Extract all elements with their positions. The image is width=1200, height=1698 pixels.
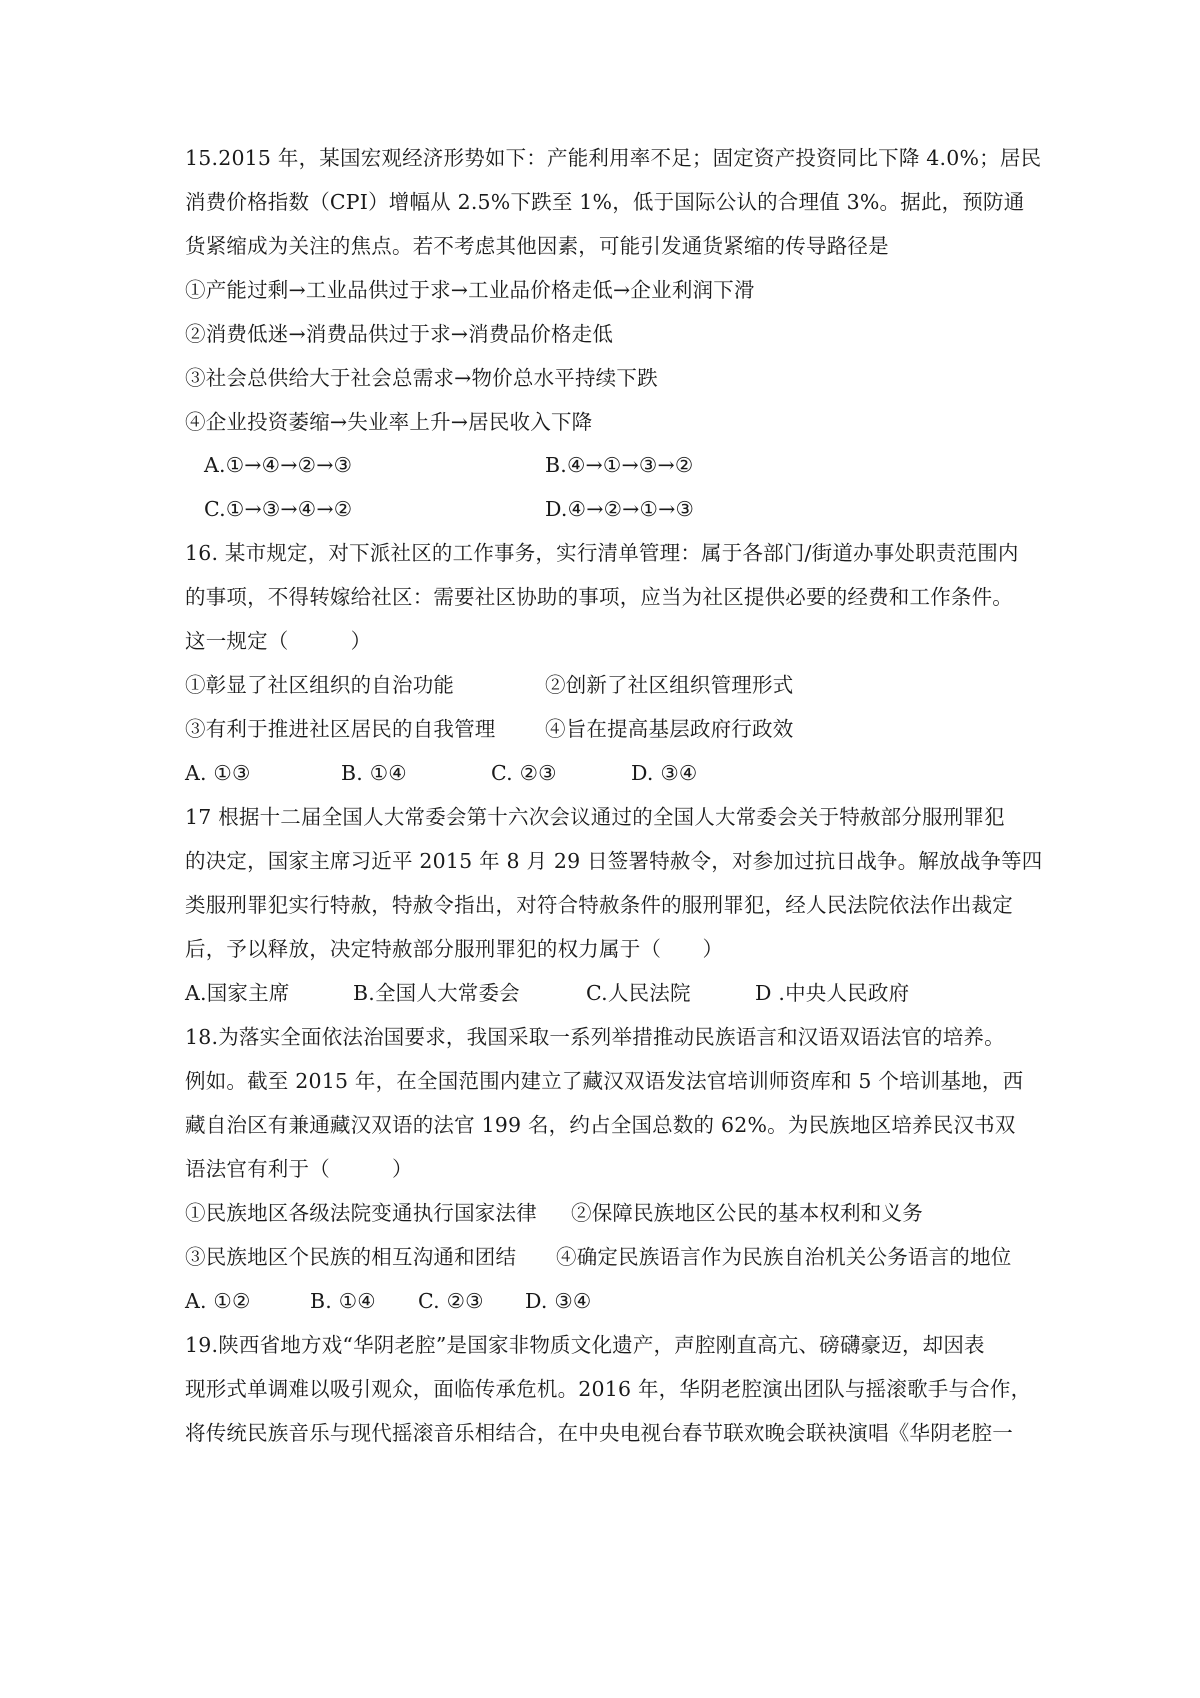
q17-option-a: A.国家主席 — [185, 981, 290, 1005]
q18-statement-1: ①民族地区各级法院变通执行国家法律 — [185, 1201, 537, 1225]
q16-statement-1: ①彰显了社区组织的自治功能 — [185, 673, 455, 697]
q16-option-a: A. ①③ — [185, 761, 251, 785]
q15-stem-line-2: 消费价格指数（CPI）增幅从 2.5%下跌至 1%，低于国际公认的合理值 3%。据此，预防通 — [185, 190, 1025, 214]
q18-stem-line-4: 语法官有利于（ ） — [185, 1157, 413, 1181]
q15-statement-3: ③社会总供给大于社会总需求→物价总水平持续下跌 — [185, 366, 658, 390]
q18-option-c: C. ②③ — [418, 1289, 484, 1313]
q18-stem-line-3: 藏自治区有兼通藏汉双语的法官 199 名，约占全国总数的 62%。为民族地区培养民汉书双 — [185, 1113, 1016, 1137]
q16-statement-2: ②创新了社区组织管理形式 — [545, 673, 794, 697]
q17-stem-line-1: 17 根据十二届全国人大常委会第十六次会议通过的全国人大常委会关于特赦部分服刑罪犯 — [185, 805, 1005, 829]
q15-option-b: B.④→①→③→② — [545, 453, 694, 477]
q17-stem-line-3: 类服刑罪犯实行特赦，特赦令指出，对符合特赦条件的服刑罪犯，经人民法院依法作出裁定 — [185, 893, 1013, 917]
q16-statement-3: ③有利于推进社区居民的自我管理 — [185, 717, 496, 741]
q17-option-d: D .中央人民政府 — [755, 981, 910, 1005]
q15-option-c: C.①→③→④→② — [204, 497, 353, 521]
q18-statement-4: ④确定民族语言作为民族自治机关公务语言的地位 — [556, 1245, 1012, 1269]
q15-stem-line-3: 货紧缩成为关注的焦点。若不考虑其他因素，可能引发通货紧缩的传导路径是 — [185, 234, 889, 258]
q17-option-b: B.全国人大常委会 — [353, 981, 520, 1005]
q15-statement-1: ①产能过剩→工业品供过于求→工业品价格走低→企业利润下滑 — [185, 278, 755, 302]
q16-statement-4: ④旨在提高基层政府行政效 — [545, 717, 794, 741]
q16-stem-line-2: 的事项，不得转嫁给社区：需要社区协助的事项，应当为社区提供必要的经费和工作条件。 — [185, 585, 1013, 609]
q15-statement-4: ④企业投资萎缩→失业率上升→居民收入下降 — [185, 410, 593, 434]
q17-stem-line-2: 的决定，国家主席习近平 2015 年 8 月 29 日签署特赦令，对参加过抗日战争。解放战争等四 — [185, 849, 1043, 873]
q15-option-d: D.④→②→①→③ — [545, 497, 695, 521]
q18-option-a: A. ①② — [185, 1289, 251, 1313]
q17-stem-line-4: 后，予以释放，决定特赦部分服刑罪犯的权力属于（ ） — [185, 937, 724, 961]
q15-statement-2: ②消费低迷→消费品供过于求→消费品价格走低 — [185, 322, 614, 346]
q19-stem-line-2: 现形式单调难以吸引观众，面临传承危机。2016 年，华阴老腔演出团队与摇滚歌手与合作， — [185, 1377, 1032, 1401]
q16-stem-line-1: 16. 某市规定，对下派社区的工作事务，实行清单管理：属于各部门/街道办事处职责范围内 — [185, 541, 1019, 565]
q18-statement-2: ②保障民族地区公民的基本权利和义务 — [571, 1201, 923, 1225]
q18-stem-line-2: 例如。截至 2015 年，在全国范围内建立了藏汉双语发法官培训师资库和 5 个培训基地，西 — [185, 1069, 1024, 1093]
q17-option-c: C.人民法院 — [586, 981, 691, 1005]
q19-stem-line-3: 将传统民族音乐与现代摇滚音乐相结合，在中央电视台春节联欢晚会联袂演唱《华阴老腔一 — [185, 1421, 1013, 1445]
q16-stem-line-3: 这一规定（ ） — [185, 629, 372, 653]
q18-stem-line-1: 18.为落实全面依法治国要求，我国采取一系列举措推动民族语言和汉语双语法官的培养。 — [185, 1025, 1005, 1049]
q18-option-b: B. ①④ — [310, 1289, 376, 1313]
q18-option-d: D. ③④ — [525, 1289, 592, 1313]
q15-option-a: A.①→④→②→③ — [204, 453, 353, 477]
q16-option-d: D. ③④ — [631, 761, 698, 785]
q18-statement-3: ③民族地区个民族的相互沟通和团结 — [185, 1245, 517, 1269]
q15-stem-line-1: 15.2015 年，某国宏观经济形势如下：产能利用率不足；固定资产投资同比下降 4.0%；居民 — [185, 146, 1042, 170]
q19-stem-line-1: 19.陕西省地方戏“华阴老腔”是国家非物质文化遗产，声腔刚直高亢、磅礴豪迈，却因表 — [185, 1333, 985, 1357]
q16-option-c: C. ②③ — [491, 761, 557, 785]
q16-option-b: B. ①④ — [341, 761, 407, 785]
